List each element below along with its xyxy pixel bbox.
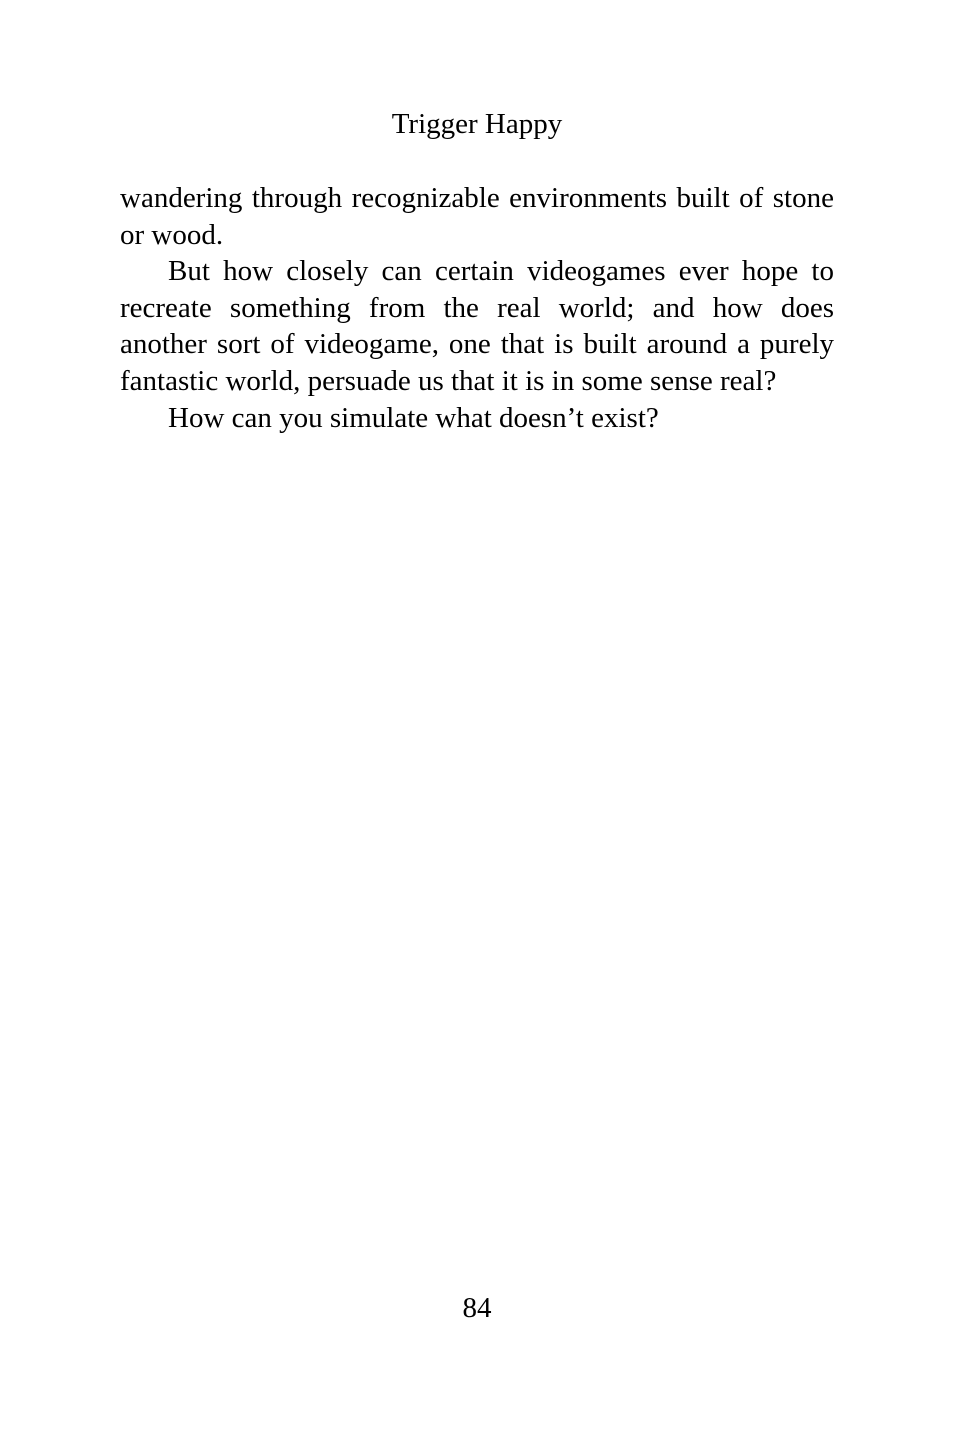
paragraph: How can you simulate what doesn’t exist? [168, 401, 659, 434]
page-number: 84 [462, 1292, 492, 1324]
body-text [120, 180, 834, 436]
running-head-title: Trigger Happy [391, 108, 563, 140]
paragraph-continued: wandering through recognizable environments built of stone or wood. [120, 182, 834, 251]
paragraph: But how closely can certain videogames ever hope to recreate something from the real world; and how does another sort of videogame, one that is built around a purely fantastic world, persuade us that it is in some sense real? [120, 255, 834, 397]
